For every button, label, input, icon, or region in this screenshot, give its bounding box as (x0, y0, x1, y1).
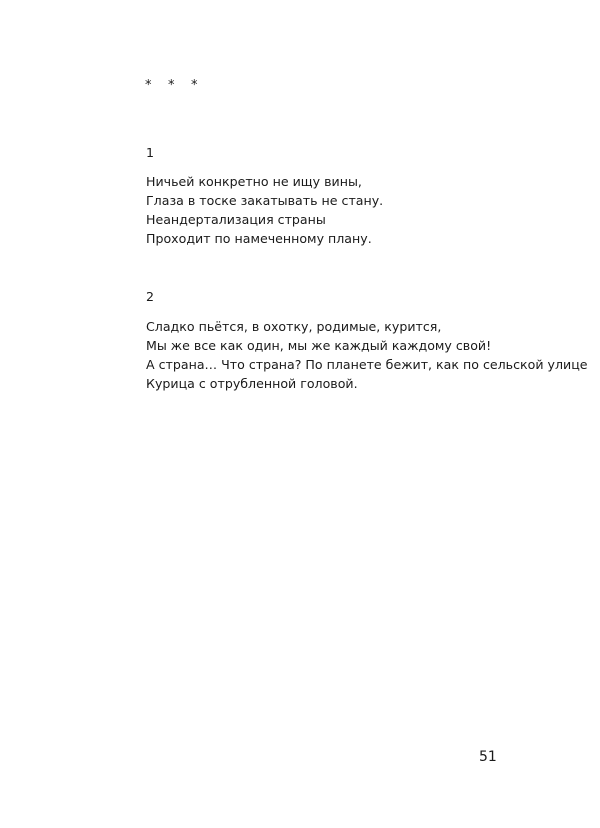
verse-line: Глаза в тоске закатывать не стану. (146, 193, 384, 208)
verse-line: А страна… Что страна? По планете бежит, как по сельской улице (146, 357, 588, 372)
section-separator (145, 78, 214, 93)
asterisk: * (191, 78, 198, 93)
page-number: 51 (479, 749, 497, 765)
verse-line: Проходит по намеченному плану. (146, 231, 372, 246)
asterisk: * (168, 78, 175, 93)
verse-line: Курица с отрубленной головой. (146, 376, 358, 391)
verse-line: Сладко пьётся, в охотку, родимые, курится, (146, 319, 442, 334)
stanza-2 (146, 317, 588, 393)
section-number: 2 (146, 289, 155, 304)
stanza-1 (146, 172, 383, 248)
verse-line: Ничьей конкретно не ищу вины, (146, 174, 362, 189)
verse-line: Мы же все как один, мы же каждый каждому свой! (146, 338, 492, 353)
asterisk: * (145, 78, 152, 93)
verse-line: Неандертализация страны (146, 212, 326, 227)
section-number: 1 (146, 145, 155, 160)
